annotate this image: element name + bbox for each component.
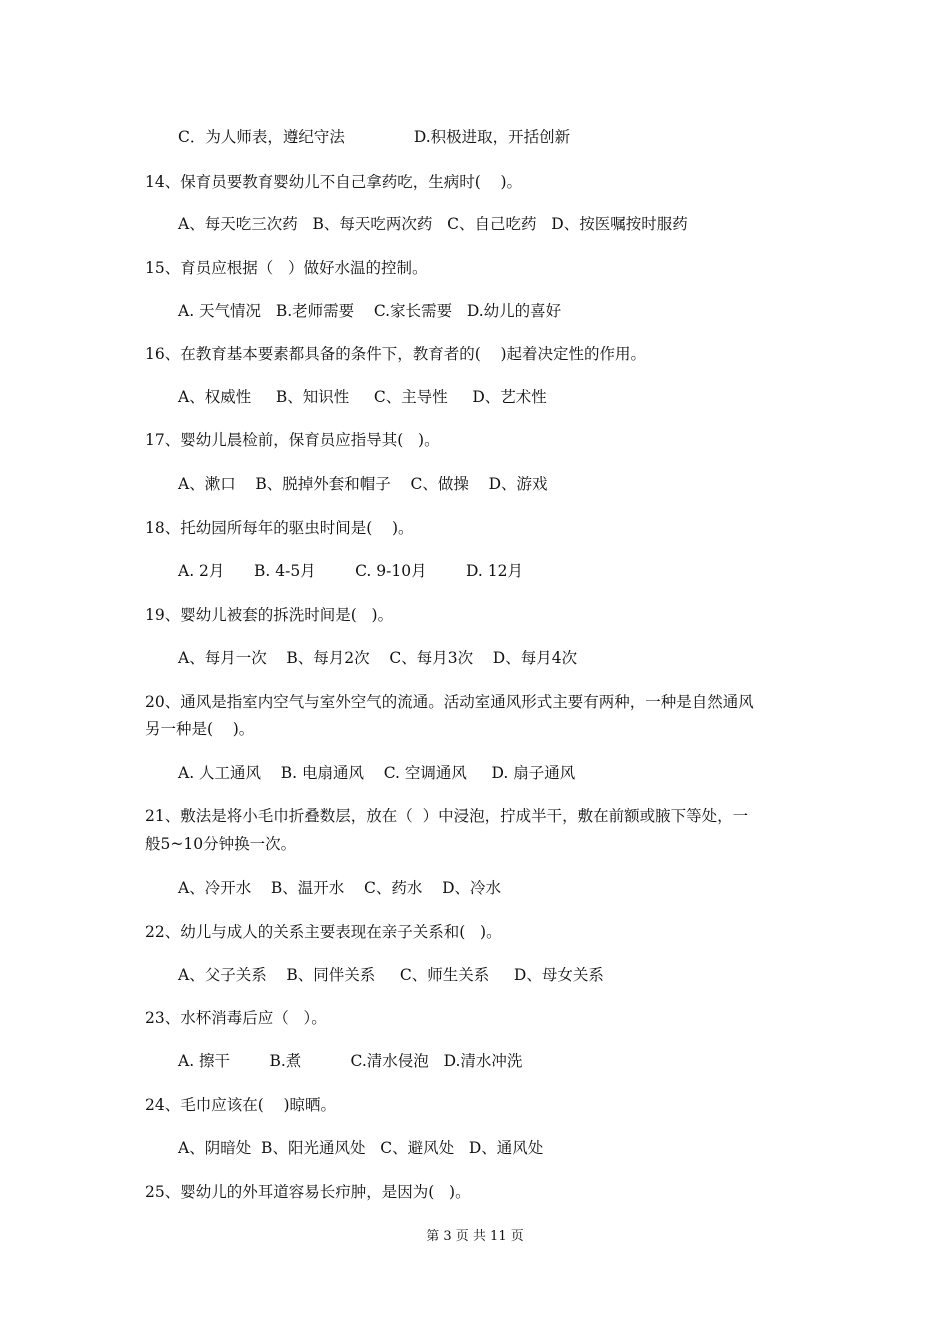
page-footer: 第 3 页 共 11 页 [426, 1229, 524, 1244]
question-text: 14、保育员要教育婴幼儿不自己拿药吃，生病时( )。 [145, 173, 523, 191]
question-text: 般5~10分钟换一次。 [145, 835, 297, 853]
question-text: 23、水杯消毒后应（ ）。 [145, 1009, 327, 1027]
answer-options: A. 人工通风 B. 电扇通风 C. 空调通风 D. 扇子通风 [178, 764, 576, 782]
question-text: 17、婴幼儿晨检前，保育员应指导其( )。 [145, 431, 440, 449]
answer-options: A、冷开水 B、温开水 C、药水 D、冷水 [178, 879, 501, 897]
answer-options: A、父子关系 B、同伴关系 C、师生关系 D、母女关系 [178, 966, 604, 984]
question-text: 15、育员应根据（ ）做好水温的控制。 [145, 259, 428, 277]
answer-options: C．为人师表，遵纪守法 D.积极进取，开括创新 [178, 128, 571, 146]
question-text: 22、幼儿与成人的关系主要表现在亲子关系和( )。 [145, 923, 502, 941]
answer-options: A、阴暗处 B、阳光通风处 C、避风处 D、通风处 [178, 1139, 544, 1157]
answer-options: A. 2月 B. 4-5月 C. 9-10月 D. 12月 [178, 562, 523, 580]
question-text: 25、婴幼儿的外耳道容易长疖肿，是因为( )。 [145, 1183, 471, 1201]
answer-options: A、每天吃三次药 B、每天吃两次药 C、自己吃药 D、按医嘱按时服药 [178, 215, 688, 233]
question-text: 19、婴幼儿被套的拆洗时间是( )。 [145, 606, 394, 624]
question-text: 20、通风是指室内空气与室外空气的流通。活动室通风形式主要有两种，一种是自然通风 [145, 693, 754, 711]
answer-options: A. 天气情况 B.老师需要 C.家长需要 D.幼儿的喜好 [178, 302, 562, 320]
answer-options: A、每月一次 B、每月2次 C、每月3次 D、每月4次 [178, 649, 578, 667]
question-text: 21、敷法是将小毛巾折叠数层，放在（ ）中浸泡，拧成半干，敷在前额或腋下等处，一 [145, 807, 749, 825]
question-text: 24、毛巾应该在( )晾晒。 [145, 1096, 337, 1114]
question-text: 18、托幼园所每年的驱虫时间是( )。 [145, 519, 414, 537]
question-text: 16、在教育基本要素都具备的条件下，教育者的( )起着决定性的作用。 [145, 345, 647, 363]
answer-options: A、漱口 B、脱掉外套和帽子 C、做操 D、游戏 [178, 475, 548, 493]
answer-options: A. 擦干 B.煮 C.清水侵泡 D.清水冲洗 [178, 1052, 523, 1070]
answer-options: A、权威性 B、知识性 C、主导性 D、艺术性 [178, 388, 547, 406]
question-text: 另一种是( )。 [145, 720, 255, 738]
